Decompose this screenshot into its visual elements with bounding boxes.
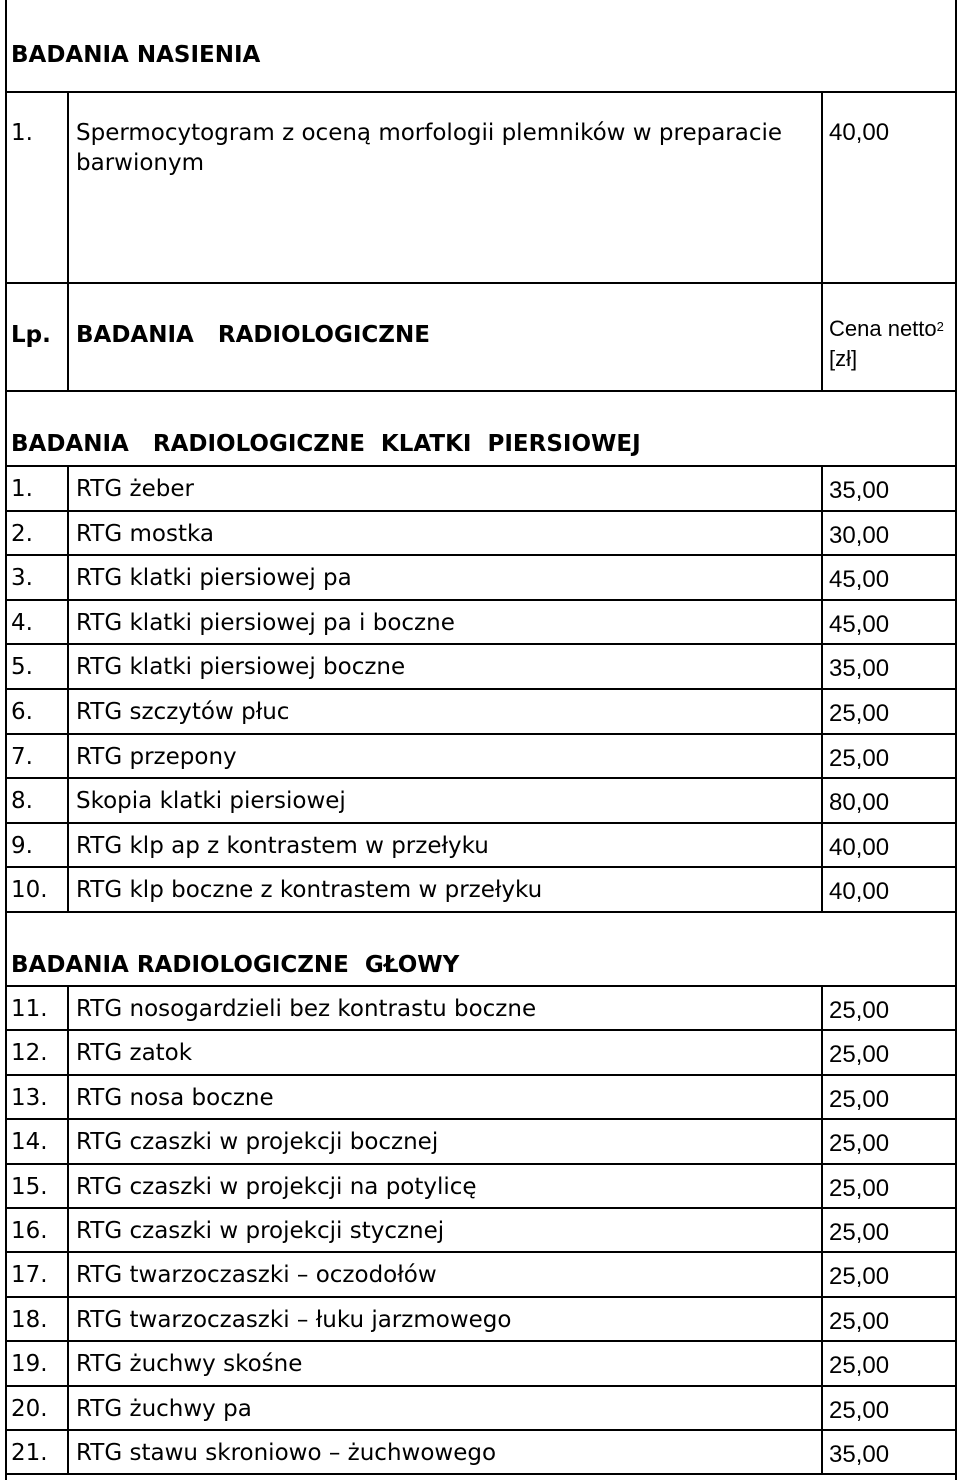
divider (5, 733, 957, 735)
col-divider (67, 1119, 69, 1163)
row-number: 17. (11, 1262, 48, 1289)
column-header-title: BADANIA RADIOLOGICZNE (76, 322, 430, 348)
exam-price: 30,00 (829, 521, 890, 549)
divider (5, 465, 957, 467)
col-divider (67, 282, 69, 392)
exam-price: 25,00 (829, 997, 890, 1024)
col-divider (821, 1341, 823, 1385)
col-divider (821, 1075, 823, 1119)
divider (5, 1029, 957, 1031)
footnote-marker: 2 (936, 319, 944, 334)
section-header-chest: BADANIA RADIOLOGICZNE KLATKI PIERSIOWEJ (11, 431, 641, 457)
exam-price: 25,00 (829, 700, 890, 727)
col-divider (821, 689, 823, 734)
exam-price: 80,00 (829, 789, 890, 817)
col-divider (821, 1386, 823, 1430)
column-header-unit: [zł] (829, 346, 858, 371)
row-number: 4. (11, 609, 33, 636)
col-divider (821, 1430, 823, 1474)
row-number: 9. (11, 832, 33, 859)
exam-name: RTG przepony (76, 743, 237, 770)
exam-name: Spermocytogram z oceną morfologii plemników w preparacie (76, 120, 783, 146)
col-divider (67, 1297, 69, 1341)
exam-price: 40,00 (829, 878, 890, 906)
col-divider (67, 1075, 69, 1119)
row-number: 14. (11, 1129, 48, 1156)
exam-price: 25,00 (829, 1085, 890, 1113)
exam-name: RTG twarzoczaszki – oczodołów (76, 1262, 437, 1289)
row-number: 18. (11, 1306, 48, 1333)
column-header-price (829, 314, 944, 344)
exam-price: 35,00 (829, 477, 890, 504)
row-number: 16. (11, 1218, 48, 1244)
col-divider (67, 1252, 69, 1296)
col-divider (821, 1164, 823, 1208)
col-divider (821, 1030, 823, 1074)
col-divider (67, 466, 69, 511)
divider (5, 282, 957, 284)
divider (5, 688, 957, 690)
table-border-left (5, 0, 7, 1480)
row-number: 6. (11, 699, 33, 725)
col-divider (821, 823, 823, 868)
divider (5, 1207, 957, 1209)
col-divider (67, 867, 69, 912)
col-divider (67, 1430, 69, 1474)
exam-name: RTG twarzoczaszki – łuku jarzmowego (76, 1306, 512, 1333)
exam-price: 25,00 (829, 1396, 890, 1424)
col-divider (821, 511, 823, 556)
col-divider (821, 986, 823, 1030)
col-divider (821, 282, 823, 392)
divider (5, 1340, 957, 1342)
exam-name: RTG żuchwy skośne (76, 1351, 303, 1378)
row-number: 15. (11, 1173, 48, 1200)
exam-name: RTG czaszki w projekcji bocznej (76, 1129, 439, 1156)
column-header-lp: Lp. (11, 322, 51, 348)
col-divider (67, 644, 69, 689)
col-divider (821, 600, 823, 645)
row-number: 2. (11, 520, 33, 547)
exam-name: RTG klatki piersiowej boczne (76, 654, 406, 681)
divider (5, 510, 957, 512)
divider (5, 822, 957, 824)
divider (5, 554, 957, 556)
divider (5, 599, 957, 601)
exam-price: 25,00 (829, 1352, 890, 1380)
row-number: 1. (11, 476, 33, 502)
exam-price: 35,00 (829, 1441, 890, 1468)
col-divider (67, 91, 69, 284)
col-divider (67, 511, 69, 556)
divider (5, 1429, 957, 1431)
exam-name: RTG szczytów płuc (76, 699, 290, 725)
col-divider (821, 1252, 823, 1296)
exam-name: RTG żeber (76, 476, 194, 502)
col-divider (67, 1208, 69, 1252)
exam-price: 25,00 (829, 1174, 890, 1202)
exam-name: RTG nosa boczne (76, 1084, 274, 1111)
exam-name: RTG klatki piersiowej pa i boczne (76, 609, 455, 636)
exam-name: RTG klp ap z kontrastem w przełyku (76, 832, 489, 859)
col-divider (821, 778, 823, 823)
exam-price: 45,00 (829, 610, 890, 638)
divider (5, 866, 957, 868)
col-divider (67, 1164, 69, 1208)
row-number: 5. (11, 654, 33, 681)
exam-name: RTG czaszki w projekcji na potylicę (76, 1173, 477, 1200)
divider (5, 777, 957, 779)
exam-price: 25,00 (829, 1307, 890, 1335)
col-divider (821, 644, 823, 689)
exam-price: 35,00 (829, 655, 890, 683)
row-number: 7. (11, 743, 33, 770)
price-label: Cena netto (829, 316, 937, 341)
exam-name: RTG nosogardzieli bez kontrastu boczne (76, 996, 537, 1022)
divider (5, 985, 957, 987)
exam-name: RTG klp boczne z kontrastem w przełyku (76, 877, 543, 904)
exam-name: RTG czaszki w projekcji stycznej (76, 1218, 445, 1244)
row-number: 12. (11, 1040, 48, 1067)
exam-name: RTG stawu skroniowo – żuchwowego (76, 1440, 497, 1466)
col-divider (67, 600, 69, 645)
col-divider (67, 778, 69, 823)
col-divider (821, 466, 823, 511)
row-number: 11. (11, 996, 48, 1022)
row-number: 20. (11, 1395, 48, 1422)
col-divider (821, 1297, 823, 1341)
divider (5, 1385, 957, 1387)
divider (5, 91, 957, 93)
col-divider (821, 91, 823, 284)
exam-name-cont: barwionym (76, 150, 205, 176)
divider (5, 390, 957, 392)
row-number: 1. (11, 120, 33, 146)
row-number: 13. (11, 1084, 48, 1111)
col-divider (67, 986, 69, 1030)
divider (5, 1163, 957, 1165)
col-divider (821, 1208, 823, 1252)
divider (5, 1118, 957, 1120)
col-divider (67, 1030, 69, 1074)
col-divider (67, 1386, 69, 1430)
row-number: 19. (11, 1351, 48, 1378)
exam-price: 40,00 (829, 119, 890, 146)
divider (5, 911, 957, 913)
exam-price: 25,00 (829, 1263, 890, 1291)
section-header-semen: BADANIA NASIENIA (11, 42, 261, 68)
exam-price: 25,00 (829, 1130, 890, 1158)
row-number: 8. (11, 788, 33, 815)
col-divider (821, 555, 823, 600)
col-divider (67, 823, 69, 868)
col-divider (67, 689, 69, 734)
section-header-head: BADANIA RADIOLOGICZNE GŁOWY (11, 952, 460, 978)
divider (5, 1251, 957, 1253)
exam-price: 25,00 (829, 1219, 890, 1246)
row-number: 3. (11, 565, 33, 592)
col-divider (821, 734, 823, 779)
exam-price: 25,00 (829, 744, 890, 772)
row-number: 10. (11, 877, 48, 904)
col-divider (821, 867, 823, 912)
exam-name: RTG zatok (76, 1040, 193, 1067)
divider (5, 1473, 957, 1475)
table-border-right (955, 0, 957, 1480)
col-divider (821, 1119, 823, 1163)
row-number: 21. (11, 1440, 48, 1466)
exam-price: 40,00 (829, 833, 890, 861)
divider (5, 1074, 957, 1076)
col-divider (67, 1341, 69, 1385)
col-divider (67, 555, 69, 600)
exam-name: RTG mostka (76, 520, 214, 547)
exam-price: 25,00 (829, 1041, 890, 1069)
divider (5, 643, 957, 645)
exam-name: RTG klatki piersiowej pa (76, 565, 352, 592)
exam-name: RTG żuchwy pa (76, 1395, 252, 1422)
exam-price: 45,00 (829, 566, 890, 594)
divider (5, 1296, 957, 1298)
col-divider (67, 734, 69, 779)
exam-name: Skopia klatki piersiowej (76, 788, 346, 815)
